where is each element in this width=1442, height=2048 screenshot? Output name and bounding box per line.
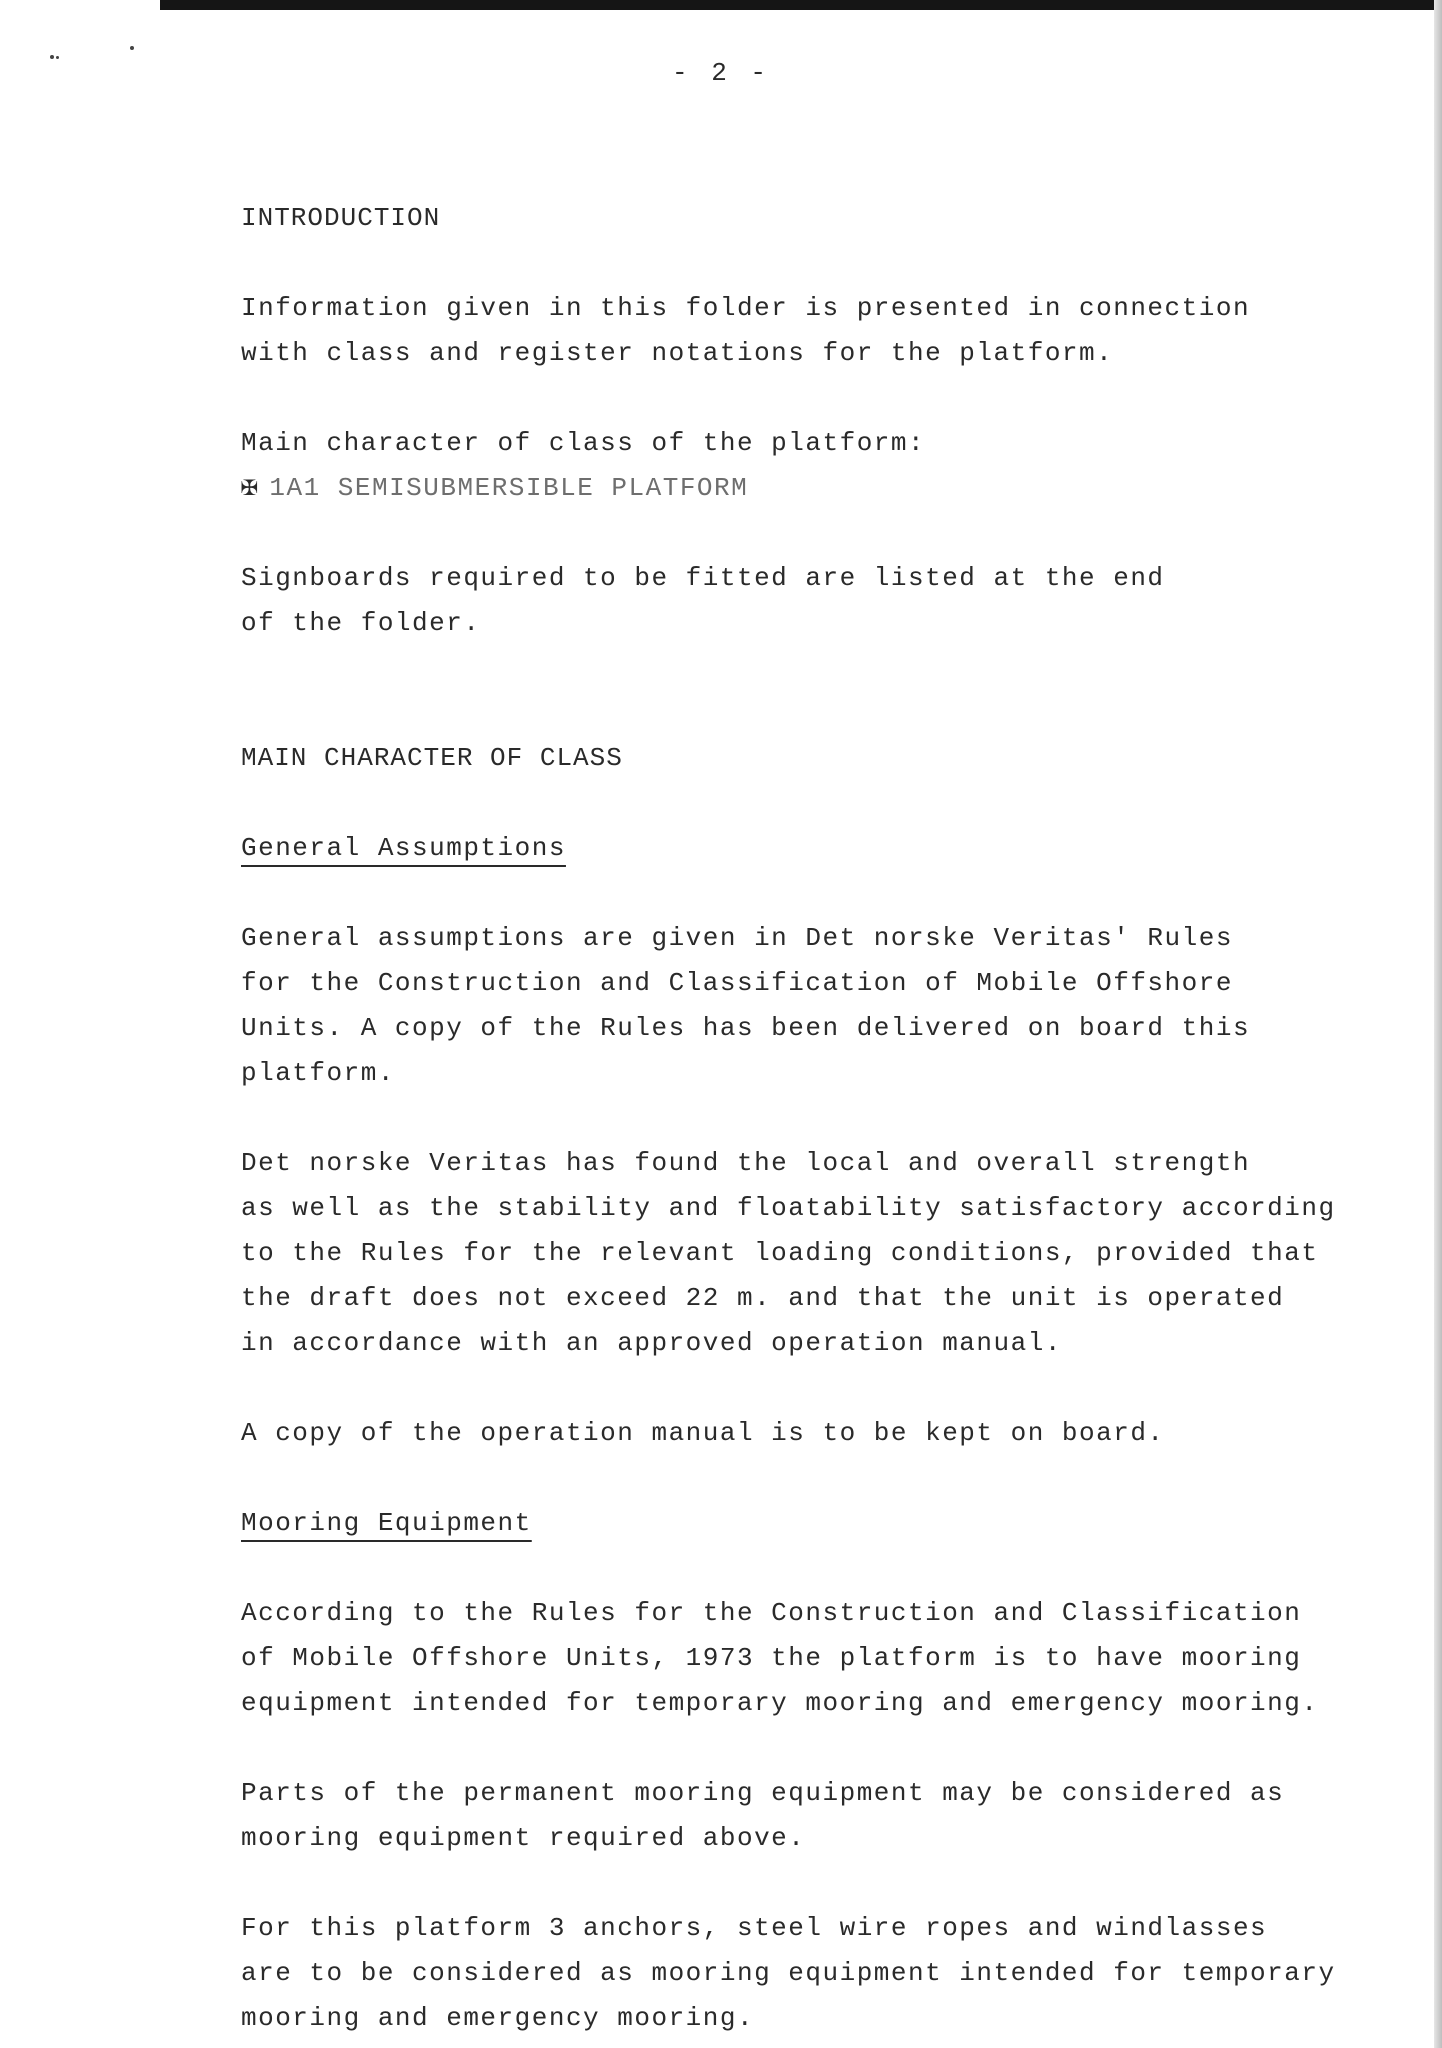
general-assumptions-title-line [241, 826, 1391, 871]
mooring-equipment-paragraph-1: According to the Rules for the Construction and Classification of Mobile Offshore Units, 1973 the platform is to have mooring equipment intended for temporary mooring and emergency mooring. [241, 1598, 1319, 1718]
mooring-equipment-paragraph-2: Parts of the permanent mooring equipment may be considered as mooring equipment required above. [241, 1778, 1285, 1853]
main-character-heading: MAIN CHARACTER OF CLASS [241, 743, 623, 773]
general-assumptions-paragraph-3: A copy of the operation manual is to be kept on board. [241, 1418, 1165, 1448]
maltese-cross-icon: ✠ [241, 473, 260, 504]
mooring-equipment-title-line [241, 1501, 1391, 1546]
introduction-paragraph: Information given in this folder is presented in connection with class and register notations for the platform. [241, 293, 1251, 368]
mooring-equipment-paragraph-3: For this platform 3 anchors, steel wire ropes and windlasses are to be considered as mooring equipment intended for temporary mooring and emergency mooring. [241, 1913, 1336, 2033]
scan-edge-top [160, 0, 1442, 10]
general-assumptions-paragraph-2: Det norske Veritas has found the local and overall strength as well as the stability and floatability satisfactory according to the Rules for the relevant loading conditions, provided that the draft does not exceed 22 m. and that the unit is operated in accordance with an approved operation manual. [241, 1148, 1336, 1358]
main-character-label: Main character of class of the platform: [241, 428, 926, 458]
document-body [241, 196, 1391, 2041]
class-notation: 1A1 SEMISUBMERSIBLE PLATFORM [269, 473, 749, 503]
introduction-heading: INTRODUCTION [241, 203, 441, 233]
page-number: - 2 - [671, 58, 770, 88]
general-assumptions-title: General Assumptions [241, 833, 566, 863]
scan-edge-right [1434, 0, 1442, 2048]
mooring-equipment-title: Mooring Equipment [241, 1508, 532, 1538]
signboards-paragraph: Signboards required to be fitted are listed at the end of the folder. [241, 563, 1165, 638]
class-notation-line [241, 466, 1391, 511]
general-assumptions-paragraph-1: General assumptions are given in Det norske Veritas' Rules for the Construction and Classification of Mobile Offshore Units. A copy of the Rules has been delivered on board this platform. [241, 923, 1251, 1088]
scan-speck [130, 46, 134, 50]
